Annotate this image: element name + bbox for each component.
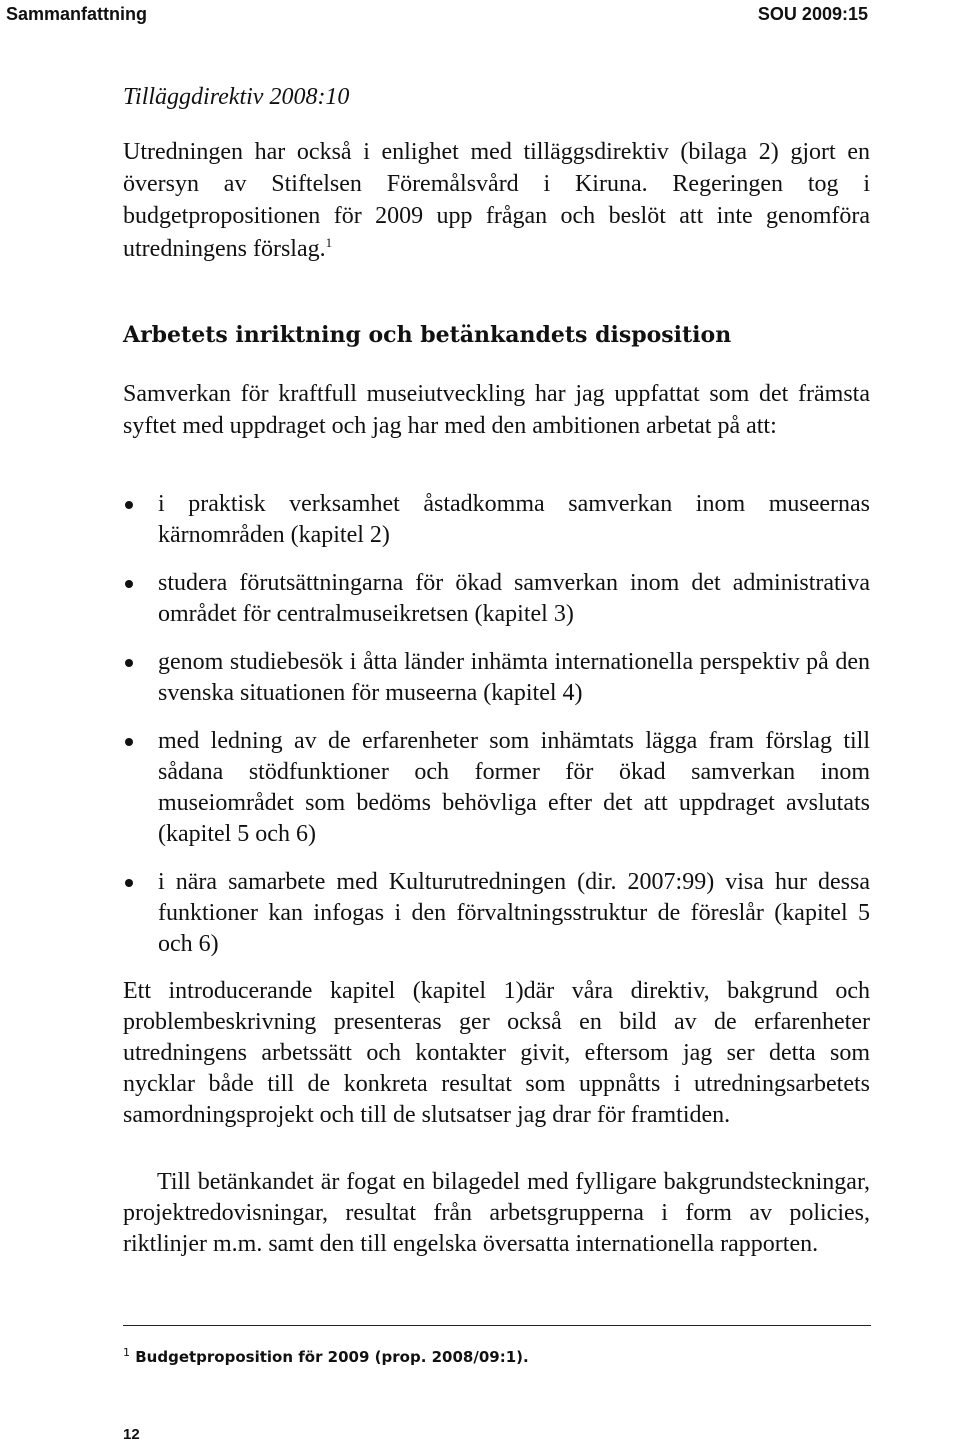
list-item-text: med ledning av de erfarenheter som inhämtats lägga fram förslag till sådana stödfunktioner och former för ökad samverkan inom museiområdet som bedöms behövliga efter det att uppdraget avslutats (kapitel 5 och 6) bbox=[158, 728, 870, 847]
running-head-section: Sammanfattning bbox=[6, 4, 148, 24]
bullet-icon bbox=[125, 501, 133, 509]
list-item-text: genom studiebesök i åtta länder inhämta internationella perspektiv på den svenska situationen för museerna (kapitel 4) bbox=[158, 649, 870, 706]
list-item-text: i praktisk verksamhet åstadkomma samverkan inom museernas kärnområden (kapitel 2) bbox=[158, 491, 870, 548]
running-head-document-id: SOU 2009:15 bbox=[757, 4, 868, 24]
footnote-mark: 1 bbox=[123, 1346, 130, 1359]
bullet-icon bbox=[125, 879, 133, 887]
paragraph-text: Utredningen har också i enlighet med tilläggsdirektiv (bilaga 2) gjort en översyn av Stiftelsen Föremålsvård i Kiruna. Regeringen tog i budgetpropositionen för 2009 upp frågan och beslöt att inte genomföra utredningens förslag. bbox=[123, 139, 870, 262]
footnote-reference[interactable]: 1 bbox=[325, 234, 333, 250]
list-item bbox=[123, 489, 870, 551]
list-item bbox=[123, 647, 870, 709]
bullet-icon bbox=[125, 580, 133, 588]
paragraph-tillaggsdirektiv bbox=[123, 136, 870, 265]
bullet-icon bbox=[125, 738, 133, 746]
list-item bbox=[123, 867, 870, 960]
bullet-list bbox=[123, 489, 870, 977]
footnote bbox=[123, 1348, 529, 1366]
footnote-divider bbox=[123, 1325, 871, 1326]
section-heading-tillaggsdirektiv: Tilläggdirektiv 2008:10 bbox=[123, 84, 350, 110]
page-number: 12 bbox=[123, 1426, 140, 1443]
paragraph-intro: Samverkan för kraftfull museiutveckling har jag uppfattat som det främsta syftet med uppdraget och jag har med den ambitionen arbetat på att: bbox=[123, 381, 870, 440]
running-head bbox=[6, 4, 868, 28]
paragraph-introducerande-kapitel: Ett introducerande kapitel (kapitel 1)där våra direktiv, bakgrund och problembeskrivning presenteras ger också en bild av de erfarenheter utredningens arbetssätt och kontakter givit, eftersom jag ser detta som nycklar både till de konkreta resultat som uppnåtts i utredningsarbetets samordningsprojekt och till de slutsatser jag drar för framtiden. bbox=[123, 978, 870, 1128]
list-item-text: i nära samarbete med Kulturutredningen (dir. 2007:99) visa hur dessa funktioner kan infogas i den förvaltningsstruktur de föreslår (kapitel 5 och 6) bbox=[158, 869, 870, 957]
bullet-icon bbox=[125, 659, 133, 667]
section-heading-arbetets-inriktning: Arbetets inriktning och betänkandets disposition bbox=[123, 322, 732, 348]
paragraph-bilagedel: Till betänkandet är fogat en bilagedel med fylligare bakgrundsteckningar, projektredovisningar, resultat från arbetsgrupperna i form av policies, riktlinjer m.m. samt den till engelska översatta internationella rapporten. bbox=[123, 1169, 870, 1257]
list-item bbox=[123, 726, 870, 850]
list-item-text: studera förutsättningarna för ökad samverkan inom det administrativa området för centralmuseikretsen (kapitel 3) bbox=[158, 570, 870, 627]
footnote-text: Budgetproposition för 2009 (prop. 2008/09:1). bbox=[135, 1348, 529, 1366]
list-item bbox=[123, 568, 870, 630]
